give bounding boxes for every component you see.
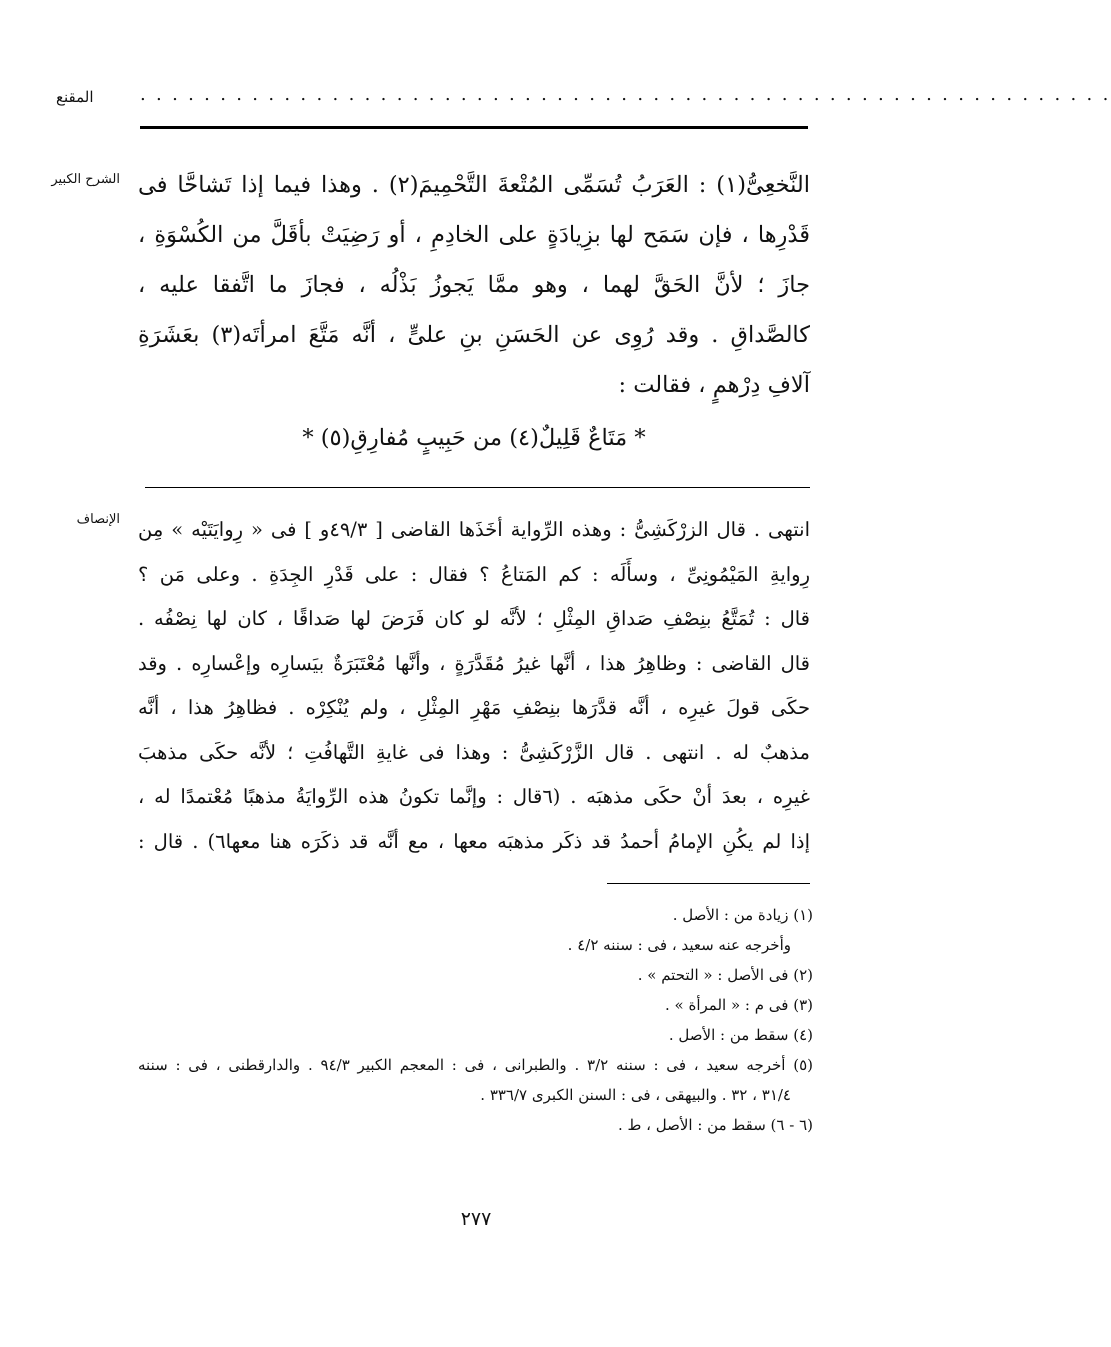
footnote: (٦ - ٦) سقط من : الأصل ، ط . — [617, 1116, 813, 1134]
footnote: (١) زيادة من : الأصل . — [672, 906, 813, 924]
running-header-title: المقنع — [56, 88, 94, 106]
text-line: انتهى . قال الزرْكَشِىُّ : وهذه الرِّواية أخَذَها القاضى [ ٤٩/٣و ] فى « رِوايَتَيْه » مِن — [138, 518, 811, 541]
page-number: ٢٧٧ — [460, 1208, 492, 1230]
footnotes — [138, 900, 813, 1140]
text-line: إذا لم يكُنِ الإمامُ أحمدُ قد ذكَر مذهبَه معها ، مع أنَّه قد ذكَرَه هنا معها٦) . قال : — [138, 829, 810, 853]
footnote: (٥) أخرجه سعيد ، فى : سننه ٣/٢ . والطبرانى ، فى : المعجم الكبير ٩٤/٣ . والدارقطنى ، فى : سننه — [138, 1056, 814, 1074]
text-line: آلافِ دِرْهمٍ ، فقالت : — [618, 372, 810, 398]
text-line: النَّخعِىُّ(١) : العَرَبُ تُسَمِّى المُتْعةَ التَّحْمِيمَ(٢) . وهذا فيما إذا تَشاحَّا فى — [138, 172, 810, 198]
footnote-continuation: ٣١/٤ ، ٣٢ . والبيهقى ، فى : السنن الكبرى ٣٣٦/٧ . — [480, 1086, 791, 1104]
verse-line: * مَتَاعٌ قَلِيلٌ(٤) من حَبِيبٍ مُفارِقِ(٥) * — [302, 425, 646, 451]
footnote: (٤) سقط من : الأصل . — [668, 1026, 813, 1044]
section-label-sharh: الشرح الكبير — [51, 172, 120, 187]
footnote: (٣) فى م : « المرأة » . — [665, 996, 813, 1014]
text-line: قال : تُمَتَّعُ بنِصْفِ صَداقِ المِثْلِ ؛ لأنَّه لو كان فَرَضَ لها صَداقًا ، كان لها نِصْفُه . — [138, 607, 810, 630]
text-line: رِوايةِ المَيْمُونِىِّ ، وسأَلَه : كم المَتاعُ ؟ فقال : على قَدْرِ الجِدَةِ . وعلى مَن ؟ — [138, 562, 810, 586]
header-rule — [140, 126, 808, 129]
text-line: حكَى قولَ غيرِه ، أنَّه قدَّرَها بنِصْفِ مَهْرِ المِثْلِ ، ولم يُنْكِرْه . فظاهِرُ هذا ، أنَّه — [138, 696, 810, 719]
section-divider — [145, 487, 810, 488]
footnote: (٢) فى الأصل : « التحتم » . — [637, 966, 813, 984]
text-line: كالصَّداقِ . وقد رُوِى عن الحَسَنِ بنِ علىٍّ ، أنَّه مَتَّعَ امرأتَه(٣) بعَشَرَةِ — [138, 322, 810, 348]
sharh-text-block — [138, 160, 810, 466]
header-dotted-leader: . . . . . . . . . . . . . . . . . . . . . . . . . . . . . . . . . . . . . . . . . . . . . . . . . . . . . . . . . . . . . — [140, 84, 1111, 105]
text-line: غيرِه ، بعدَ أنْ حكَى مذهبَه . (٦قال : وإنَّما تكونُ هذه الرِّوايَةُ مذهبًا مُعْتمدًا له ، — [138, 785, 810, 808]
section-label-insaf: الإنصاف — [76, 512, 120, 527]
text-line: قال القاضى : وظاهِرُ هذا ، أنَّها غيرُ مُقَدَّرَةٍ ، وأنَّها مُعْتَبَرَةٌ بيَسارِه وإعْسارِه . وقد — [138, 651, 810, 675]
text-line: قَدْرِها ، فإن سَمَح لها بزِيادَةٍ على الخادِمِ ، أو رَضِيَتْ بأقَلَّ من الكُسْوَةِ ، — [138, 222, 810, 248]
insaf-text-block — [138, 508, 810, 864]
text-line: جازَ ؛ لأنَّ الحَقَّ لهما ، وهو ممَّا يَجوزُ بَذْلُه ، فجازَ ما اتَّفقا عليه ، — [138, 272, 810, 298]
footnote-continuation: وأخرجه عنه سعيد ، فى : سننه ٤/٢ . — [567, 936, 791, 954]
text-line: مذهبٌ له . انتهى . قال الزَّرْكَشِىُّ : وهذا فى غايةِ التَّهافُتِ ؛ لأنَّه حكَى مذهبَ — [138, 740, 810, 764]
footnote-rule — [607, 883, 810, 884]
